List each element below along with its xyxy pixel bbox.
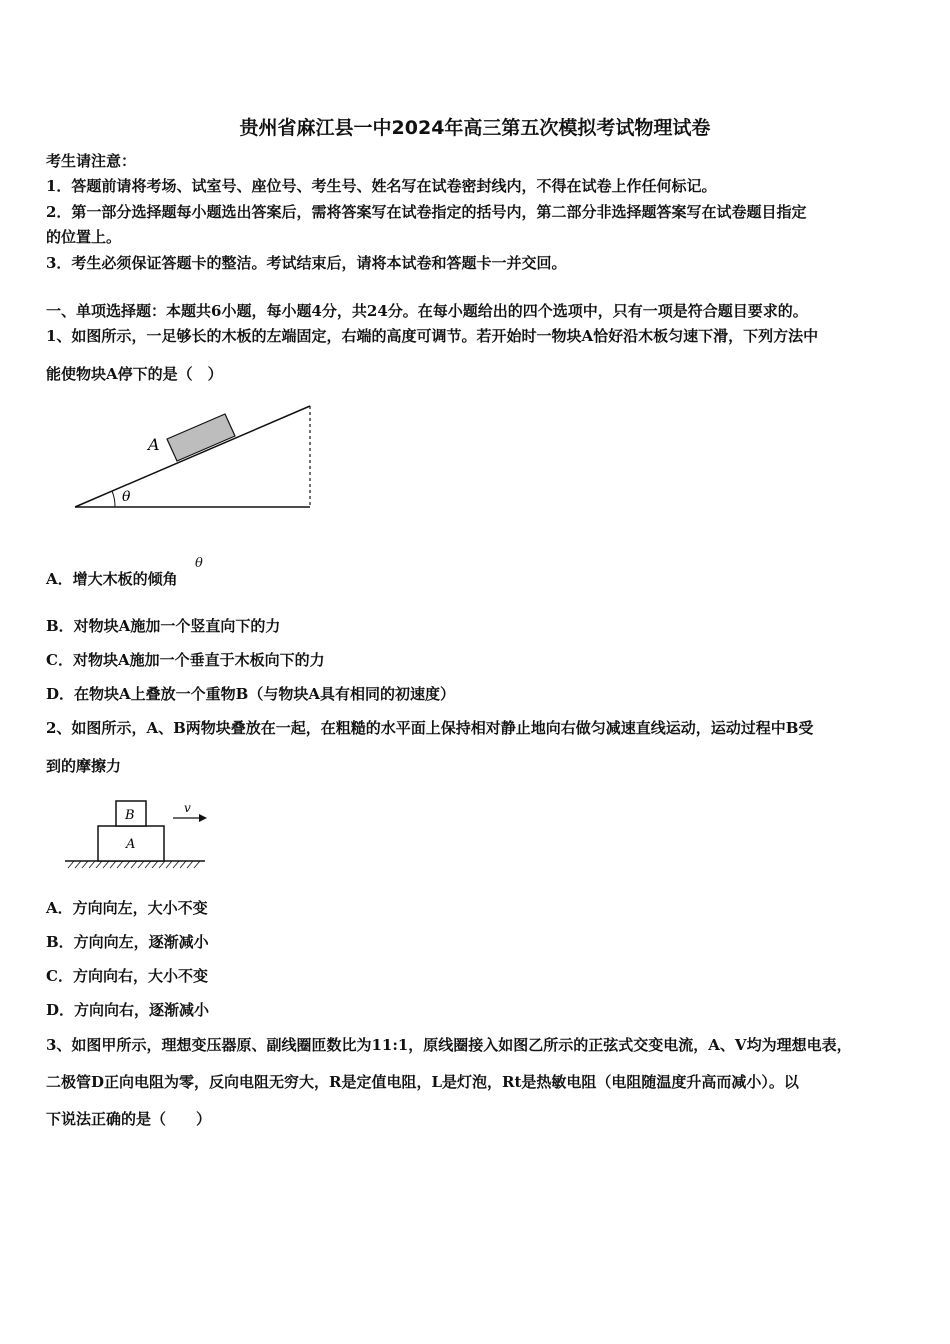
q1-option-a-theta: θ [195, 556, 203, 571]
block-a [167, 414, 235, 461]
q1-option-c: C．对物块A施加一个垂直于木板向下的力 [46, 651, 325, 669]
notice-item-2-cont: 的位置上。 [46, 228, 122, 246]
block-a-label: A [148, 435, 160, 454]
notice-item-1: 1．答题前请将考场、试室号、座位号、考生号、姓名写在试卷密封线内，不得在试卷上作任何标记。 [46, 177, 717, 195]
q2-blocks-figure [60, 796, 210, 876]
page-title: 贵州省麻江县一中2024年高三第五次模拟考试物理试卷 [239, 117, 711, 139]
q1-option-b: B．对物块A施加一个竖直向下的力 [46, 617, 281, 635]
section-heading: 一、单项选择题：本题共6小题，每小题4分，共24分。在每小题给出的四个选项中，只有一项是符合题目要求的。 [46, 302, 808, 320]
angle-theta-label: θ [122, 489, 131, 505]
q2-stem-line1: 2、如图所示，A、B两物块叠放在一起，在粗糙的水平面上保持相对静止地向右做匀减速直线运动，运动过程中B受 [46, 719, 814, 737]
q3-stem-line3: 下说法正确的是（ ） [46, 1110, 212, 1128]
notice-item-2: 2．第一部分选择题每小题选出答案后，需将答案写在试卷指定的括号内，第二部分非选择题答案写在试卷题目指定 [46, 203, 807, 221]
q2-option-c: C．方向向右，大小不变 [46, 967, 208, 985]
q1-option-a: A．增大木板的倾角 [46, 570, 178, 588]
q3-stem-line2: 二极管D正向电阻为零，反向电阻无穷大，R是定值电阻，L是灯泡，Rt是热敏电阻（电阻随温度升高而减小）。以 [46, 1073, 799, 1091]
q1-incline-figure [60, 396, 330, 521]
ground-hatching [68, 861, 200, 868]
velocity-label: v [184, 801, 191, 815]
block-b-label: B [125, 808, 135, 823]
velocity-arrowhead [199, 814, 207, 822]
block-a-label: A [126, 837, 136, 852]
q3-stem-line1: 3、如图甲所示，理想变压器原、副线圈匝数比为11:1，原线圈接入如图乙所示的正弦式交变电流，A、V均为理想电表， [46, 1036, 852, 1054]
q1-stem-line1: 1、如图所示，一足够长的木板的左端固定，右端的高度可调节。若开始时一物块A恰好沿木板匀速下滑，下列方法中 [46, 327, 819, 345]
notice-item-3: 3．考生必须保证答题卡的整洁。考试结束后，请将本试卷和答题卡一并交回。 [46, 254, 567, 272]
notice-heading: 考生请注意： [46, 152, 137, 170]
q1-stem-line2: 能使物块A停下的是（ ） [46, 365, 223, 383]
q1-option-d: D．在物块A上叠放一个重物B（与物块A具有相同的初速度） [46, 685, 455, 703]
angle-arc [112, 491, 115, 507]
q2-stem-line2: 到的摩擦力 [46, 757, 122, 775]
q2-option-d: D．方向向右，逐渐减小 [46, 1001, 210, 1019]
incline-board [75, 406, 310, 507]
q2-option-b: B．方向向左，逐渐减小 [46, 933, 209, 951]
q2-option-a: A．方向向左，大小不变 [46, 899, 208, 917]
